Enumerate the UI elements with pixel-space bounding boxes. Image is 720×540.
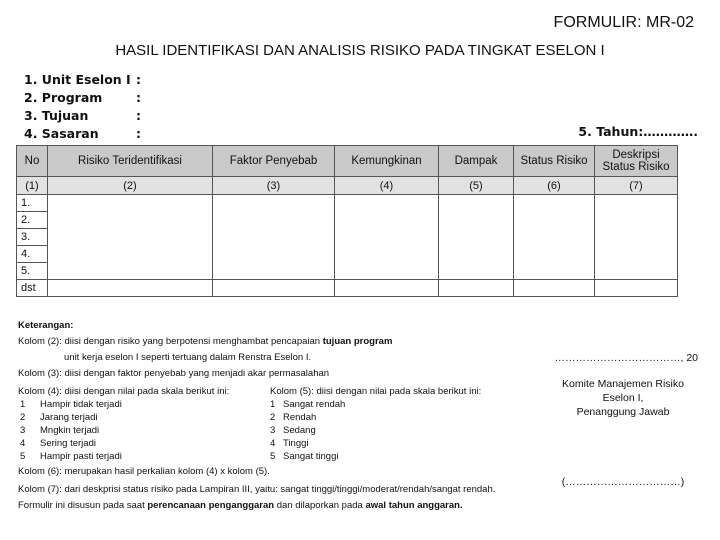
risiko-cell[interactable] [48, 195, 213, 280]
scale-label: Sangat rendah [283, 399, 346, 410]
scale-label: Sedang [283, 425, 316, 436]
scale-label: Hampir tidak terjadi [40, 399, 122, 410]
note-kolom-2 [18, 336, 392, 348]
signature-eselon: Eselon I, [602, 392, 644, 404]
row-number: 1. [17, 195, 48, 212]
row-number: 5. [17, 263, 48, 280]
scale-number: 2 [20, 412, 26, 423]
scale-label: Tinggi [283, 438, 309, 449]
note-text: Formulir ini disusun pada saat [18, 500, 145, 511]
scale-number: 1 [270, 399, 276, 410]
note-footer [18, 500, 463, 512]
field-unit-eselon: 1. Unit Eselon I [24, 72, 131, 87]
scale-label: Sangat tinggi [283, 451, 339, 462]
scale-number: 1 [20, 399, 26, 410]
scale-number: 4 [270, 438, 276, 449]
field-colon: : [136, 108, 141, 123]
field-tahun: 5. Tahun:…………. [578, 124, 698, 139]
header-no: No [17, 146, 48, 177]
deskripsi-cell[interactable] [595, 280, 678, 297]
scale-label: Mngkin terjadi [40, 425, 100, 436]
col-number: (7) [595, 177, 678, 195]
status-cell[interactable] [514, 195, 595, 280]
row-number: 4. [17, 246, 48, 263]
risk-table [16, 145, 678, 297]
field-sasaran: 4. Sasaran [24, 126, 99, 141]
scale-number: 2 [270, 412, 276, 423]
deskripsi-cell[interactable] [595, 195, 678, 280]
scale-label: Jarang terjadi [40, 412, 98, 423]
table-row [17, 280, 678, 297]
page-title: HASIL IDENTIFIKASI DAN ANALISIS RISIKO PADA TINGKAT ESELON I [115, 42, 605, 59]
note-text: Kolom (2): diisi dengan risiko yang berpotensi menghambat pencapaian [18, 336, 321, 347]
col-number: (5) [439, 177, 514, 195]
scale-label: Sering terjadi [40, 438, 96, 449]
signature-role: Penanggung Jawab [576, 406, 670, 418]
col-number: (6) [514, 177, 595, 195]
kemungkinan-cell[interactable] [335, 280, 439, 297]
note-kolom-6: Kolom (6): merupakan hasil perkalian kolom (4) x kolom (5). [18, 466, 270, 477]
note-kolom-7: Kolom (7): dari deskprisi status risiko pada Lampiran III, yaitu: sangat tinggi/tinggi/moderat/rendah/sangat rendah. [18, 484, 496, 495]
signature-committee: Komite Manajemen Risiko [562, 378, 684, 390]
faktor-cell[interactable] [213, 280, 335, 297]
note-kolom-4: Kolom (4): diisi dengan nilai pada skala berikut ini: [18, 386, 230, 397]
col-number: (3) [213, 177, 335, 195]
note-emphasis: tujuan program [322, 336, 393, 347]
note-text: dan dilaporkan pada [276, 500, 363, 511]
table-header-row [17, 146, 678, 177]
kemungkinan-cell[interactable] [335, 195, 439, 280]
faktor-cell[interactable] [213, 195, 335, 280]
scale-number: 3 [270, 425, 276, 436]
col-number: (4) [335, 177, 439, 195]
field-tujuan: 3. Tujuan [24, 108, 89, 123]
table-number-row [17, 177, 678, 195]
field-program: 2. Program [24, 90, 103, 105]
note-kolom-5: Kolom (5): diisi dengan nilai pada skala berikut ini: [270, 386, 482, 397]
col-number: (1) [17, 177, 48, 195]
header-dampak: Dampak [439, 146, 514, 177]
signature-name-line: (……………………………) [561, 476, 685, 488]
note-kolom-3: Kolom (3): diisi dengan faktor penyebab yang menjadi akar permasalahan [18, 368, 330, 379]
header-kemungkinan: Kemungkinan [335, 146, 439, 177]
scale-number: 3 [20, 425, 26, 436]
field-colon: : [136, 126, 141, 141]
note-emphasis: awal tahun anggaran. [365, 500, 463, 511]
signature-date-line: ………………………………, 20 [554, 352, 698, 364]
risiko-cell[interactable] [48, 280, 213, 297]
notes-heading: Keterangan: [18, 320, 74, 331]
row-number: dst [17, 280, 48, 297]
note-emphasis: perencanaan penganggaran [147, 500, 275, 511]
header-deskripsi: Deskripsi Status Risiko [595, 146, 678, 177]
note-kolom-2-cont: unit kerja eselon I seperti tertuang dalam Renstra Eselon I. [64, 352, 312, 363]
row-number: 2. [17, 212, 48, 229]
form-code: FORMULIR: MR-02 [553, 14, 694, 31]
scale-number: 5 [270, 451, 276, 462]
dampak-cell[interactable] [439, 280, 514, 297]
header-status: Status Risiko [514, 146, 595, 177]
col-number: (2) [48, 177, 213, 195]
scale-number: 5 [20, 451, 26, 462]
header-risiko: Risiko Teridentifikasi [48, 146, 213, 177]
row-number: 3. [17, 229, 48, 246]
scale-number: 4 [20, 438, 26, 449]
header-faktor: Faktor Penyebab [213, 146, 335, 177]
field-colon: : [136, 72, 141, 87]
field-colon: : [136, 90, 141, 105]
scale-label: Rendah [283, 412, 317, 423]
scale-label: Hampir pasti terjadi [40, 451, 122, 462]
status-cell[interactable] [514, 280, 595, 297]
dampak-cell[interactable] [439, 195, 514, 280]
table-row [17, 195, 678, 212]
